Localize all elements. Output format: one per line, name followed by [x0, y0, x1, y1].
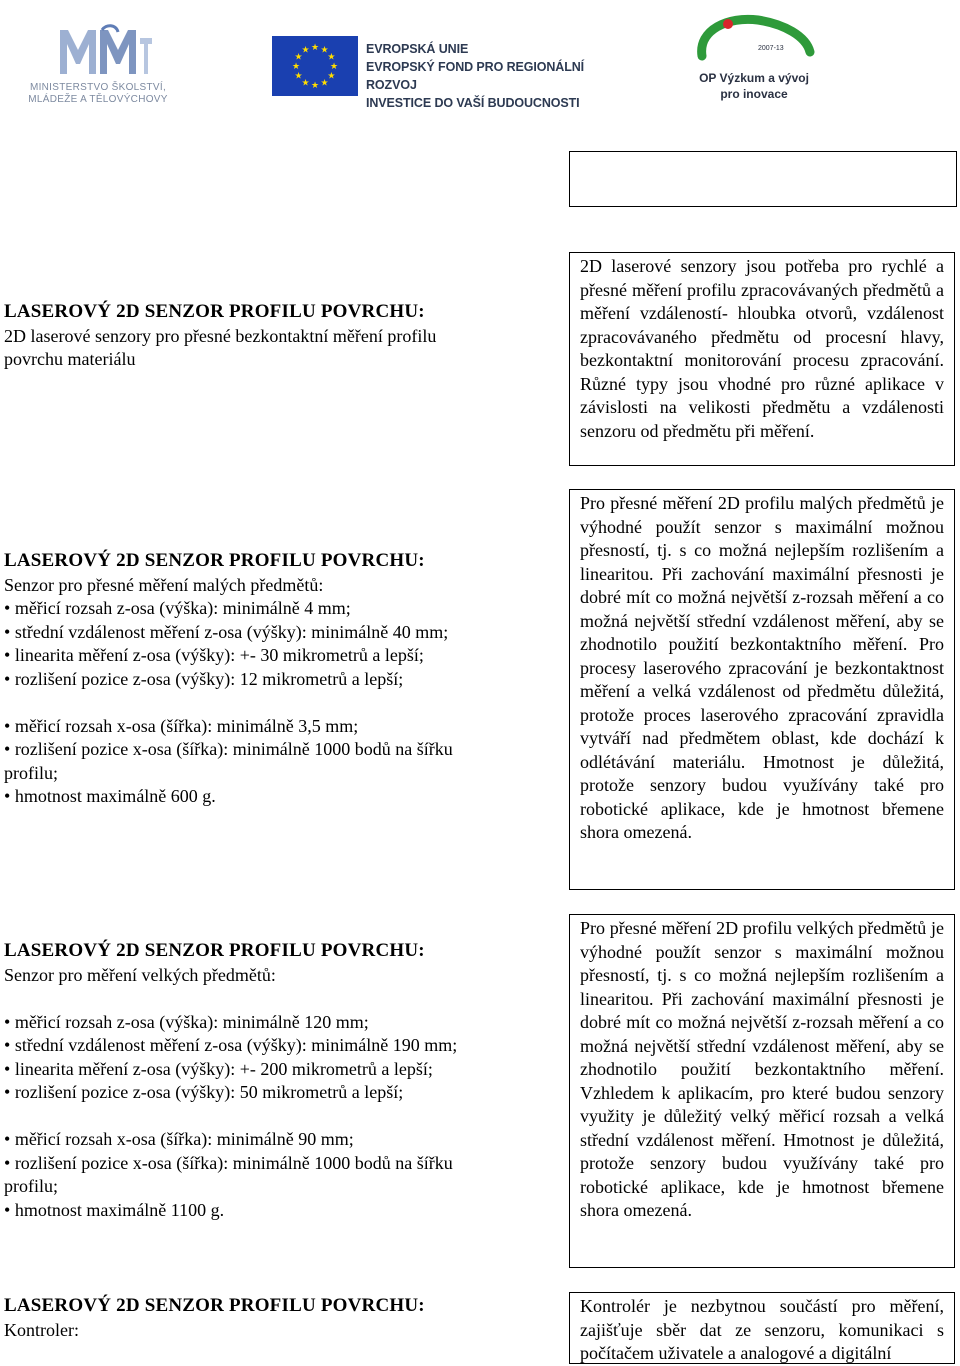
list-item-continuation: profilu;: [4, 1176, 58, 1196]
heading-text: LASEROVÝ 2D SENZOR PROFILU POVRCHU:: [4, 940, 425, 961]
eu-line-1: EVROPSKÁ UNIE: [366, 42, 469, 56]
msmt-logo: [18, 24, 178, 110]
eu-star-icon: ★: [329, 61, 339, 71]
op-vavpi-logo: [688, 12, 820, 112]
list-item: • měřicí rozsah z-osa (výška): minimálně 4 mm;: [4, 597, 556, 621]
heading-text: LASEROVÝ 2D SENZOR PROFILU POVRCHU:: [4, 301, 425, 322]
list-item-continuation: profilu;: [4, 762, 58, 783]
note-box-3: Pro přesné měření 2D profilu velkých předmětů je výhodné použít senzor s maximální možnou přesností, tj. s co možná nejlepším rozlišením a linearitou. Při zachování maximální přesnosti je dobré mít co možná největší z-rozsah měření a co možná největší střední vzdálenost měření, aby se zhodnotilo použití bezkontaktního měření. Vzhledem k aplikacím, pro které budou senzory využity je důležitý velký měřicí rozsah a velká střední vzdálenost měření. Hmotnost je důležitá, protože senzory budou využívány také pro robotické aplikace, kde je hmotnost břemene shora omezená.: [569, 914, 955, 1268]
section-intro: Senzor pro měření velkých předmětů:: [4, 964, 276, 985]
eu-star-icon: ★: [327, 70, 336, 81]
eu-line-2: EVROPSKÝ FOND PRO REGIONÁLNÍ ROZVOJ: [366, 60, 585, 92]
list-item: • rozlišení pozice z-osa (výšky): 12 mikrometrů a lepší;: [4, 668, 556, 692]
note-box-4: Kontrolér je nezbytnou součástí pro měření, zajišťuje sběr dat ze senzoru, komunikaci s počítačem uživatele a analogové a digitální: [569, 1292, 955, 1364]
list-item: • měřicí rozsah z-osa (výška): minimálně 120 mm;: [4, 1011, 556, 1035]
op-year: 2007-13: [758, 45, 784, 52]
list-item: • střední vzdálenost měření z-osa (výšky): minimálně 40 mm;: [4, 621, 556, 645]
note-box-1: 2D laserové senzory jsou potřeba pro rychlé a přesné měření profilu zpracovávaných předmětů a měření vzdáleností- hloubka otvorů, vzdálenost zpracovávaného předmětu od procesní hlavy, bezkontaktní monitorování procesu zpracování. Různé typy jsou vhodné pro různé aplikace v závislosti na velikosti předmětu a vzdálenosti senzoru od předmětu při měření.: [569, 252, 955, 466]
list-item: • linearita měření z-osa (výšky): +- 30 mikrometrů a lepší;: [4, 644, 556, 668]
text-line: 2D laserové senzory pro přesné bezkontaktní měření profilu: [4, 325, 437, 346]
op-line-1: OP Výzkum a vývoj: [699, 71, 809, 85]
empty-box: [569, 151, 957, 207]
eu-flag-icon: [272, 36, 358, 96]
section-2: [4, 549, 556, 809]
list-item: • střední vzdálenost měření z-osa (výšky): minimálně 190 mm;: [4, 1034, 556, 1058]
eu-star-icon: ★: [327, 51, 336, 62]
section-intro: Senzor pro přesné měření malých předmětů:: [4, 574, 324, 595]
heading-text: LASEROVÝ 2D SENZOR PROFILU POVRCHU:: [4, 1295, 425, 1316]
eu-star-icon: ★: [301, 77, 310, 88]
note-box-2: Pro přesné měření 2D profilu malých předmětů je výhodné použít senzor s maximální možnou přesností, tj. s co možná nejlepším rozlišením a linearitou. Při zachování maximální přesnosti je dobré mít co možná největší z-rozsah měření a co možná největší střední vzdálenost měření, aby se zhodnotilo použití bezkontaktního měření. Pro procesy laserového zpracování je bezkontaktnost měření a velká vzdálenost od předmětu důležitá, protože proces laserového zpracování zpravidla vytváří nad předmětem oblast, kde dochází k odlétávání materiálu. Hmotnost je důležitá, protože senzory budou využívány také pro robotické aplikace, kde je hmotnost břemene shora omezená.: [569, 489, 955, 890]
list-item: • měřicí rozsah x-osa (šířka): minimálně 90 mm;: [4, 1128, 556, 1152]
text-line: povrchu materiálu: [4, 349, 136, 369]
section-3: [4, 939, 556, 1222]
eu-star-icon: ★: [301, 44, 310, 55]
msmt-line-1: MINISTERSTVO ŠKOLSTVÍ,: [29, 82, 167, 93]
msmt-line-2: MLÁDEŽE A TĚLOVÝCHOVY: [28, 94, 168, 105]
list-item: • hmotnost maximálně 600 g.: [4, 785, 556, 809]
section-heading: [4, 549, 556, 574]
eu-star-icon: ★: [320, 44, 329, 55]
msmt-mark-icon: [56, 24, 152, 80]
section-heading: [4, 1294, 556, 1319]
list-item: • rozlišení pozice x-osa (šířka): minimálně 1000 bodů na šířku: [4, 738, 556, 762]
eu-star-icon: ★: [310, 80, 320, 90]
eu-line-3: INVESTICE DO VAŠÍ BUDOUCNOSTI: [366, 96, 580, 110]
list-item: • měřicí rozsah x-osa (šířka): minimálně 3,5 mm;: [4, 715, 556, 739]
op-swirl-icon: [688, 12, 820, 72]
eu-star-icon: ★: [294, 51, 303, 62]
eu-star-icon: ★: [294, 70, 303, 81]
list-item: • hmotnost maximálně 1100 g.: [4, 1199, 556, 1223]
eu-star-icon: ★: [291, 61, 301, 71]
section-4: [4, 1294, 556, 1342]
section-heading: [4, 939, 556, 964]
list-item: • linearita měření z-osa (výšky): +- 200 mikrometrů a lepší;: [4, 1058, 556, 1082]
list-item: • rozlišení pozice x-osa (šířka): minimálně 1000 bodů na šířku: [4, 1152, 556, 1176]
list-item: • rozlišení pozice z-osa (výšky): 50 mikrometrů a lepší;: [4, 1081, 556, 1105]
section-intro: Kontroler:: [4, 1319, 79, 1340]
eu-text: [366, 40, 616, 112]
eu-star-icon: ★: [310, 42, 320, 52]
heading-text: LASEROVÝ 2D SENZOR PROFILU POVRCHU:: [4, 550, 425, 571]
section-heading: [4, 300, 556, 325]
eu-star-icon: ★: [320, 77, 329, 88]
op-line-2: pro inovace: [720, 87, 788, 101]
section-1: [4, 300, 556, 372]
